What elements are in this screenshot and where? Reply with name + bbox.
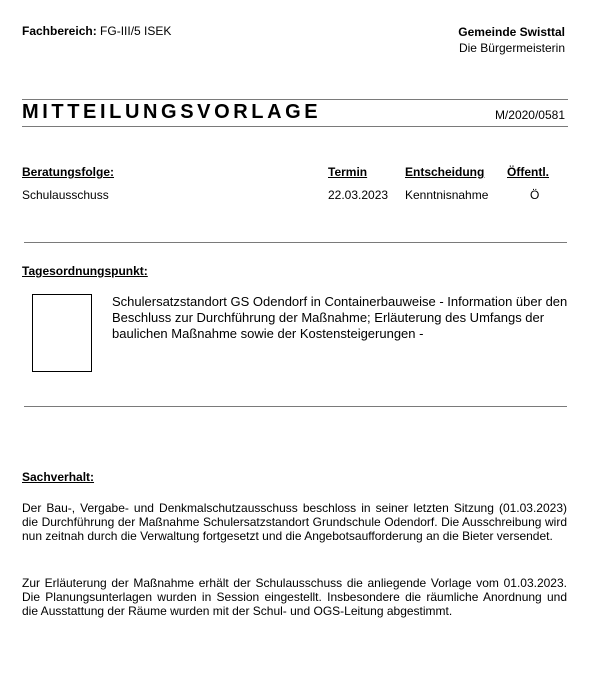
facts-paragraph: Zur Erläuterung der Maßnahme erhält der Schulausschuss die anliegende Vorlage vom 01.03.2023. Die Planungsunterlagen wurden in Session eingestellt. Insbesondere die räumliche Anordnung und die Ausstattung der Räume wurden mit der Schul- und OGS-Leitung abgestimmt. [22,576,567,618]
agenda-number-box [32,294,92,372]
document-title: MITTEILUNGSVORLAGE [22,101,322,123]
document-number: M/2020/0581 [494,108,565,122]
consultation-body: Schulausschuss [22,188,109,202]
facts-paragraph: Der Bau-, Vergabe- und Denkmalschutzausschuss beschloss in seiner letzten Sitzung (01.03.2023) die Durchführung der Maßnahme Schulersatzstandort Grundschule Odendorf. Die Ausschreibung wird nun zeitnah durch die Verwaltung fortgesetzt und die Angebotsaufforderung an die Bieter versendet. [22,501,567,543]
department-value: FG-III/5 ISEK [100,24,172,38]
date-header: Termin [328,165,368,179]
public-header: Öffentl. [507,165,549,179]
agenda-text: Schulersatzstandort GS Odendorf in Containerbauweise - Information über den Beschluss zur Durchführung der Maßnahme; Erläuterung des Umfangs der baulichen Maßnahme sowie der Kostensteigerungen - [112,294,568,341]
municipality-name: Gemeinde Swisttal [458,25,565,39]
agenda-label: Tagesordnungspunkt: [22,264,148,278]
consultation-rule [24,242,567,243]
department-label: Fachbereich: [22,24,97,38]
title-bottom-rule [22,126,568,127]
title-top-rule [22,99,568,100]
decision-header: Entscheidung [405,165,485,179]
issuer-block [458,24,565,56]
department-line [22,24,171,38]
consultation-header: Beratungsfolge: [22,165,115,179]
consultation-date: 22.03.2023 [328,188,389,202]
agenda-rule [24,406,567,407]
consultation-decision: Kenntnisnahme [405,188,489,202]
consultation-public: Ö [530,188,540,202]
office-name: Die Bürgermeisterin [458,41,565,55]
facts-label: Sachverhalt: [22,470,95,484]
